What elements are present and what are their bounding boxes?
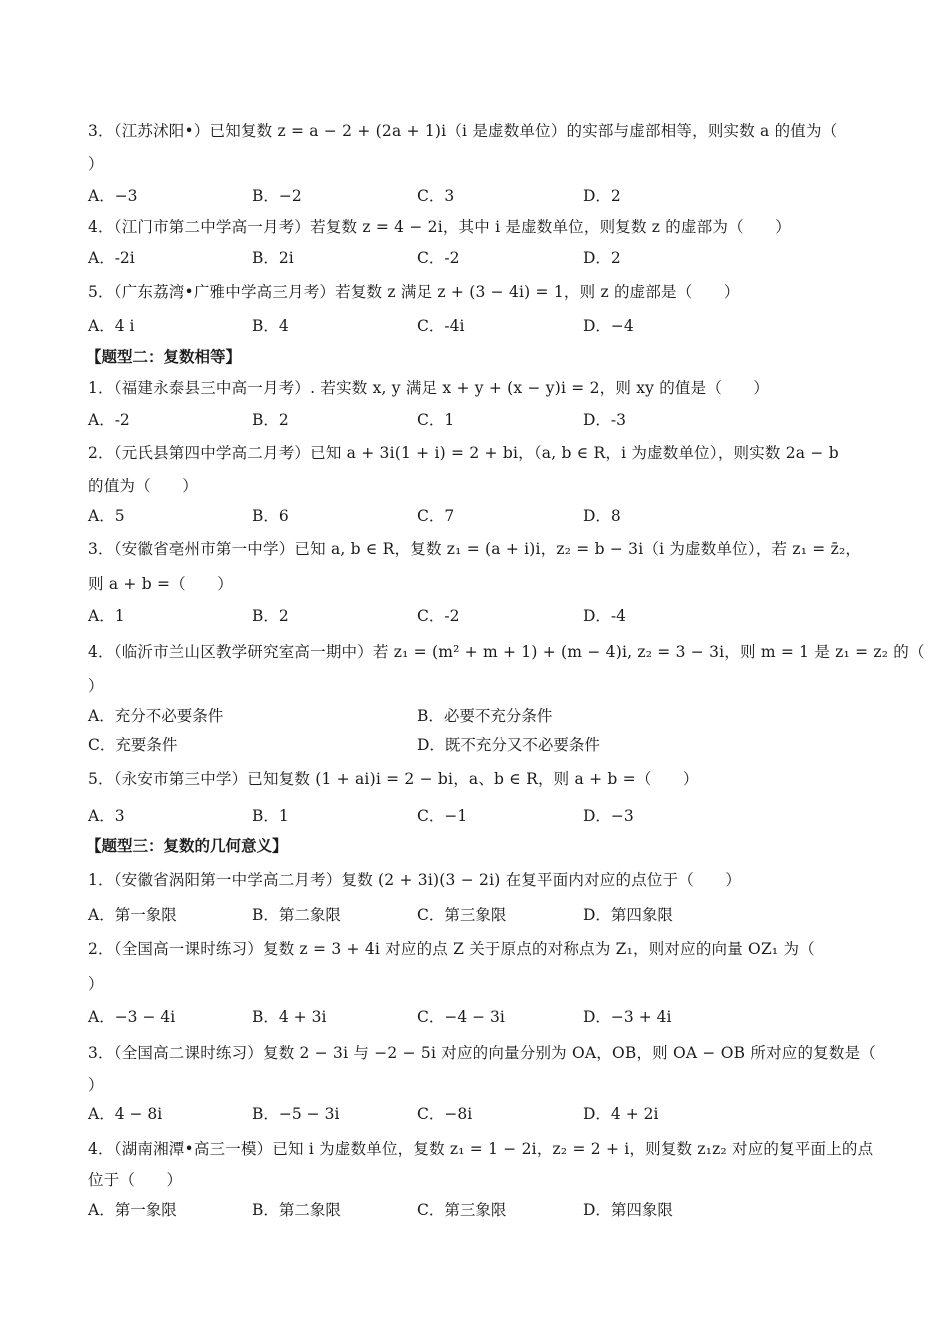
option-d: D．第四象限 xyxy=(583,1201,673,1219)
question-line: ） xyxy=(88,155,104,173)
question-line: ） xyxy=(88,1076,104,1094)
section-header: 【题型三：复数的几何意义】 xyxy=(86,837,288,855)
section-header: 【题型二：复数相等】 xyxy=(86,348,242,366)
option-a: A．第一象限 xyxy=(88,1201,177,1219)
question-line: 2．（元氏县第四中学高二月考）已知 a + 3i(1 + i) = 2 + bi，（a, b ∈ R，i 为虚数单位），则实数 2a − b xyxy=(88,444,839,462)
option-c: C．-4i xyxy=(417,317,465,335)
option-b: B．第二象限 xyxy=(252,1201,341,1219)
option-a: A．-2 xyxy=(88,411,130,429)
option-d: D．4 + 2i xyxy=(583,1105,659,1123)
option-a: A．第一象限 xyxy=(88,906,177,924)
option-c: C．第三象限 xyxy=(417,1201,507,1219)
question-line: 3．（全国高二课时练习）复数 2 − 3i 与 −2 − 5i 对应的向量分别为 OA，OB，则 OA − OB 所对应的复数是（ xyxy=(88,1044,876,1062)
option-b: B．−2 xyxy=(252,187,302,205)
option-a: A．1 xyxy=(88,607,125,625)
question-line: 3．（安徽省亳州市第一中学）已知 a, b ∈ R，复数 z₁ = (a + i)i，z₂ = b − 3i（i 为虚数单位），若 z₁ = z̄₂， xyxy=(88,540,862,558)
question-line: ） xyxy=(88,677,104,695)
option-c: C．7 xyxy=(417,507,455,525)
option-b: B．6 xyxy=(252,507,289,525)
question-line: 1．（福建永泰县三中高一月考）. 若实数 x, y 满足 x + y + (x − y)i = 2，则 xy 的值是（ ） xyxy=(88,379,770,397)
option-b: B．1 xyxy=(252,807,289,825)
question-line: 1．（安徽省涡阳第一中学高二月考）复数 (2 + 3i)(3 − 2i) 在复平面内对应的点位于（ ） xyxy=(88,871,742,889)
option-b: B．2 xyxy=(252,607,289,625)
option-b: B．第二象限 xyxy=(252,906,341,924)
option-c: C．1 xyxy=(417,411,455,429)
question-line: 位于（ ） xyxy=(88,1171,183,1189)
option-c: C．3 xyxy=(417,187,455,205)
question-line: 2．（全国高一课时练习）复数 z = 3 + 4i 对应的点 Z 关于原点的对称点为 Z₁，则对应的向量 OZ₁ 为（ xyxy=(88,940,815,958)
option-a: A．4 i xyxy=(88,317,135,335)
option-a: A．-2i xyxy=(88,249,135,267)
question-line: 4．（临沂市兰山区教学研究室高一期中）若 z₁ = (m² + m + 1) + (m − 4)i, z₂ = 3 − 3i，则 m = 1 是 z₁ = z₂ 的（ xyxy=(88,643,925,661)
option-b: B．−5 − 3i xyxy=(252,1105,340,1123)
option-d: D．第四象限 xyxy=(583,906,673,924)
option-d: D．−4 xyxy=(583,317,634,335)
option-d: D．-3 xyxy=(583,411,627,429)
question-line: ） xyxy=(88,975,104,993)
option-a: A．−3 xyxy=(88,187,138,205)
option-a: A．−3 − 4i xyxy=(88,1008,176,1026)
option-d: D．既不充分又不必要条件 xyxy=(417,736,600,754)
question-line: 则 a + b =（ ） xyxy=(88,575,233,593)
option-a: A．4 − 8i xyxy=(88,1105,163,1123)
option-a: A．5 xyxy=(88,507,125,525)
question-line: 的值为（ ） xyxy=(88,477,198,495)
option-b: B．4 xyxy=(252,317,289,335)
option-d: D．−3 + 4i xyxy=(583,1008,672,1026)
question-line: 4．（江门市第二中学高一月考）若复数 z = 4 − 2i，其中 i 是虚数单位，则复数 z 的虚部为（ ） xyxy=(88,218,791,236)
option-c: C．第三象限 xyxy=(417,906,507,924)
option-c: C．−4 − 3i xyxy=(417,1008,505,1026)
option-c: C．−1 xyxy=(417,807,468,825)
option-d: D．8 xyxy=(583,507,621,525)
question-line: 4．（湖南湘潭•高三一模）已知 i 为虚数单位，复数 z₁ = 1 − 2i，z₂ = 2 + i，则复数 z₁z₂ 对应的复平面上的点 xyxy=(88,1140,874,1158)
option-d: D．2 xyxy=(583,249,621,267)
option-b: B．2 xyxy=(252,411,289,429)
option-c: C．-2 xyxy=(417,249,460,267)
option-d: D．−3 xyxy=(583,807,634,825)
option-b: B．4 + 3i xyxy=(252,1008,327,1026)
question-line: 3．（江苏沭阳•）已知复数 z = a − 2 + (2a + 1)i（i 是虚数单位）的实部与虚部相等，则实数 a 的值为（ xyxy=(88,122,838,140)
option-a: A．充分不必要条件 xyxy=(88,707,224,725)
option-d: D．-4 xyxy=(583,607,627,625)
option-c: C．充要条件 xyxy=(88,736,178,754)
option-c: C．-2 xyxy=(417,607,460,625)
option-d: D．2 xyxy=(583,187,621,205)
option-a: A．3 xyxy=(88,807,125,825)
option-c: C．−8i xyxy=(417,1105,473,1123)
option-b: B．必要不充分条件 xyxy=(417,707,553,725)
question-line: 5．（永安市第三中学）已知复数 (1 + ai)i = 2 − bi，a、b ∈ R，则 a + b =（ ） xyxy=(88,770,699,788)
option-b: B．2i xyxy=(252,249,294,267)
question-line: 5．（广东荔湾•广雅中学高三月考）若复数 z 满足 z + (3 − 4i) = 1，则 z 的虚部是（ ） xyxy=(88,283,740,301)
